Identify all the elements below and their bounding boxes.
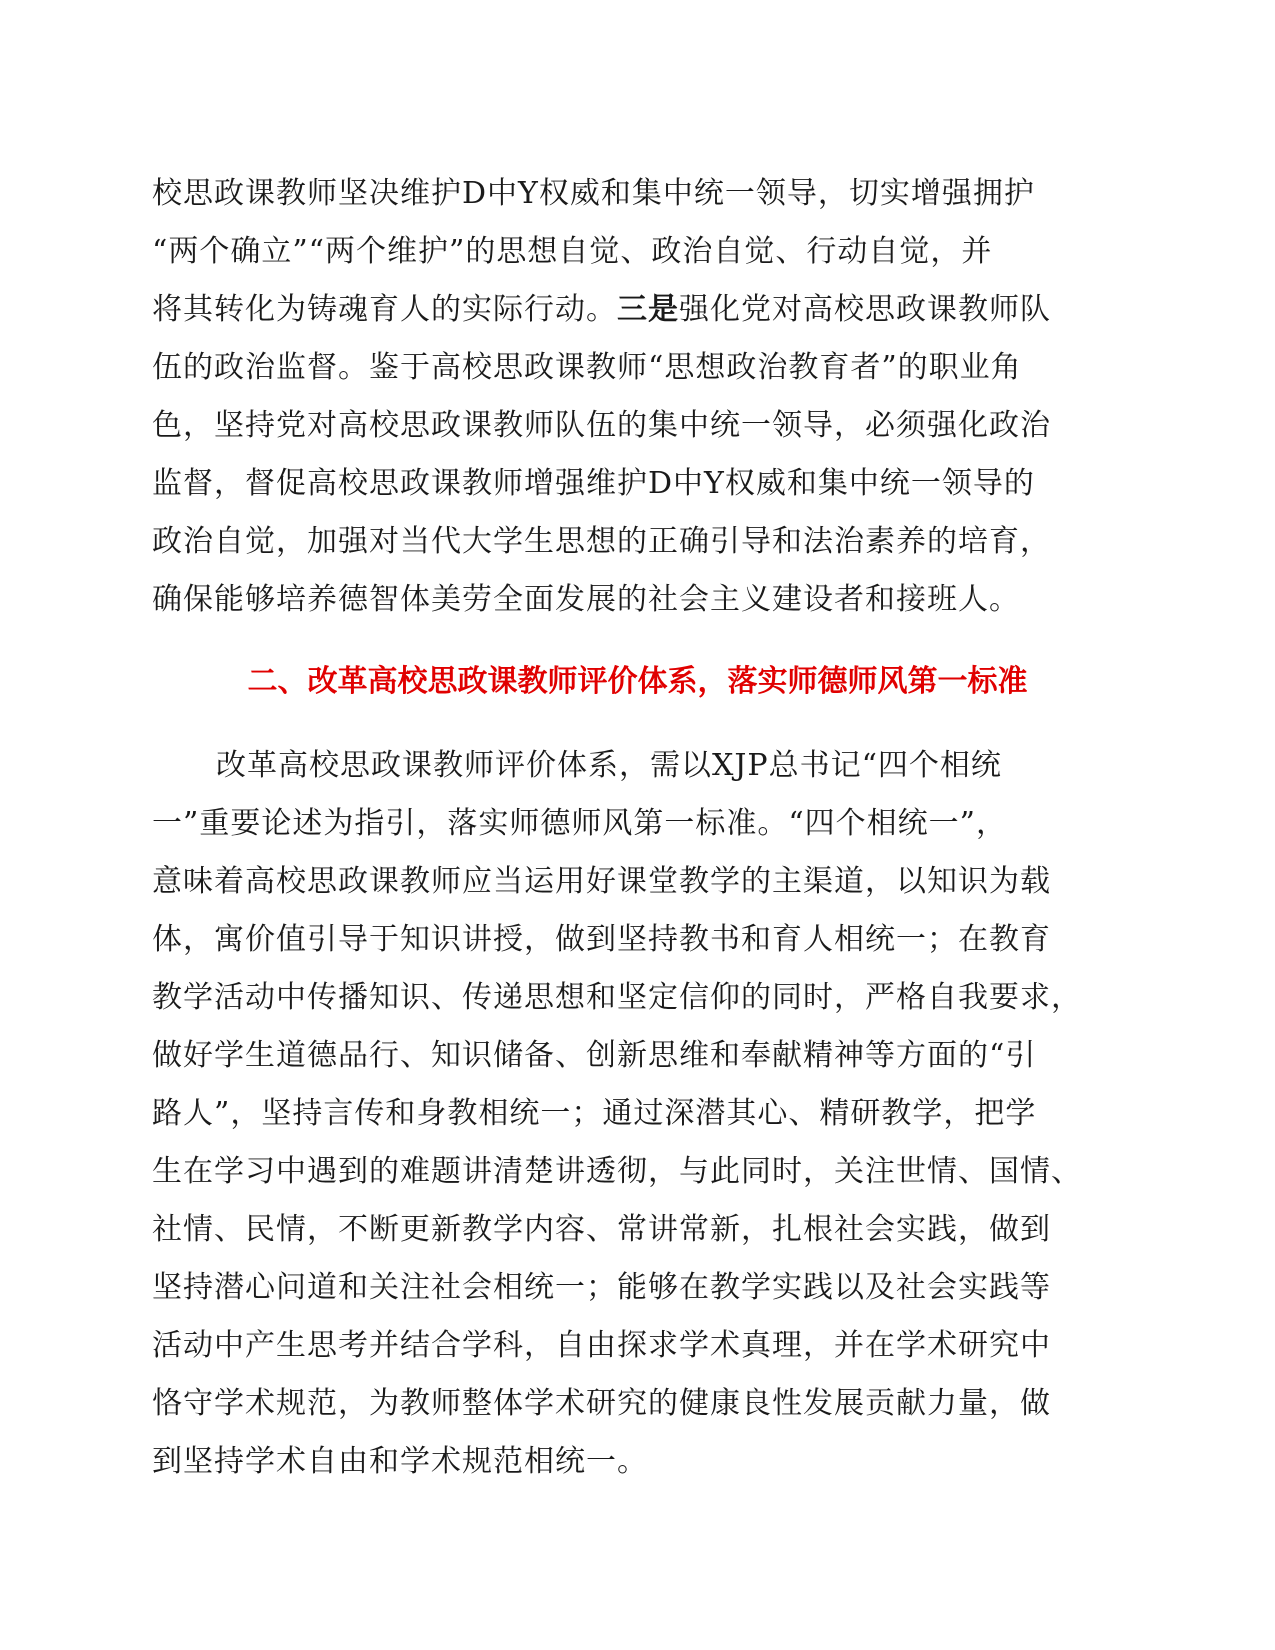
- text-line: 政治自觉，加强对当代大学生思想的正确引导和法治素养的培育，: [152, 524, 1051, 559]
- text-line: [152, 281, 1132, 339]
- text-line: 恪守学术规范，为教师整体学术研究的健康良性发展贡献力量，做: [152, 1386, 1051, 1421]
- text-line: 活动中产生思考并结合学科，自由探求学术真理，并在学术研究中: [152, 1328, 1051, 1363]
- text-line: 一”重要论述为指引，落实师德师风第一标准。“四个相统一”，: [152, 806, 1008, 841]
- text-line: 教学活动中传播知识、传递思想和坚定信仰的同时，严格自我要求，: [152, 980, 1082, 1015]
- text-line: 监督，督促高校思政课教师增强维护D中Y权威和集中统一领导的: [152, 466, 1035, 501]
- text-line: “两个确立”“两个维护”的思想自觉、政治自觉、行动自觉，并: [152, 234, 993, 269]
- text-line-indented: 改革高校思政课教师评价体系，需以XJP总书记“四个相统: [216, 748, 1002, 783]
- text-line: 到坚持学术自由和学术规范相统一。: [152, 1444, 648, 1479]
- text-line: 坚持潜心问道和关注社会相统一；能够在教学实践以及社会实践等: [152, 1270, 1051, 1305]
- text-line: 确保能够培养德智体美劳全面发展的社会主义建设者和接班人。: [152, 582, 1020, 617]
- text-line: 生在学习中遇到的难题讲清楚讲透彻，与此同时，关注世情、国情、: [152, 1154, 1082, 1189]
- paragraph-continued: [152, 165, 1132, 629]
- text-line: 伍的政治监督。鉴于高校思政课教师“思想政治教育者”的职业角: [152, 350, 1022, 385]
- text-segment: 将其转化为铸魂育人的实际行动。: [152, 292, 617, 327]
- text-line: 意味着高校思政课教师应当运用好课堂教学的主渠道，以知识为载: [152, 864, 1051, 899]
- section-heading: 二、改革高校思政课教师评价体系，落实师德师风第一标准: [247, 664, 1028, 699]
- text-line: 路人”，坚持言传和身教相统一；通过深潜其心、精研教学，把学: [152, 1096, 1037, 1131]
- text-line: 体，寓价值引导于知识讲授，做到坚持教书和育人相统一；在教育: [152, 922, 1051, 957]
- text-line: 色，坚持党对高校思政课教师队伍的集中统一领导，必须强化政治: [152, 408, 1051, 443]
- text-segment: 强化党对高校思政课教师队: [679, 292, 1051, 327]
- text-line: 校思政课教师坚决维护D中Y权威和集中统一领导，切实增强拥护: [152, 176, 1035, 211]
- bold-enumerator: 三是: [617, 292, 679, 327]
- text-line: 做好学生道德品行、知识储备、创新思维和奉献精神等方面的“引: [152, 1038, 1037, 1073]
- text-line: 社情、民情，不断更新教学内容、常讲常新，扎根社会实践，做到: [152, 1212, 1051, 1247]
- paragraph-body: [152, 737, 1132, 1491]
